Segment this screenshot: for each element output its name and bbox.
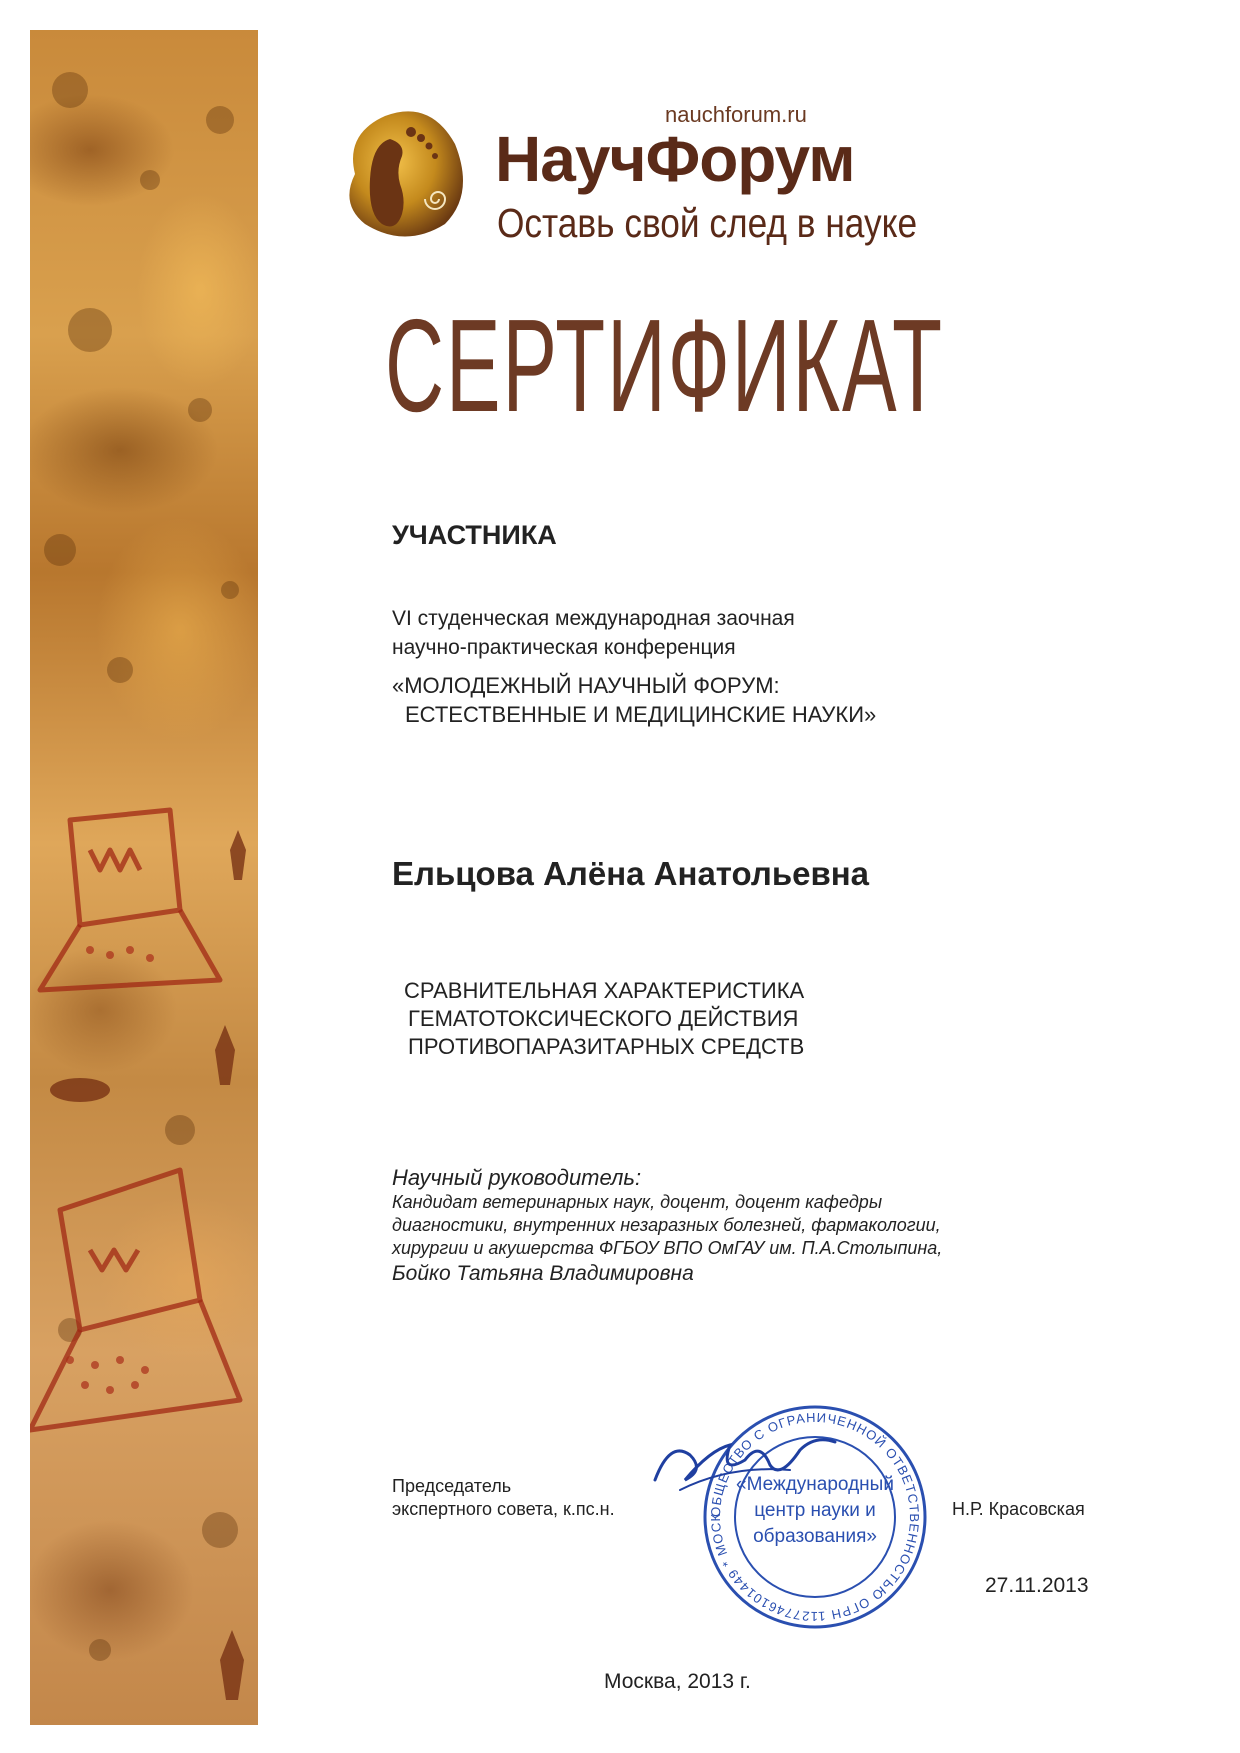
topic-line-1: СРАВНИТЕЛЬНАЯ ХАРАКТЕРИСТИКА bbox=[404, 978, 805, 1003]
supervisor-label: Научный руководитель: bbox=[392, 1165, 642, 1190]
stamp-line-2: центр науки и bbox=[754, 1500, 876, 1521]
decorative-side-panel bbox=[30, 30, 258, 1725]
signatory-title-line-1: Председатель bbox=[392, 1476, 512, 1496]
supervisor-line-2: диагностики, внутренних незаразных болезней, фармакологии, bbox=[392, 1215, 941, 1235]
logo-url: nauchforum.ru bbox=[665, 102, 807, 127]
city-year: Москва, 2013 г. bbox=[604, 1670, 751, 1693]
supervisor-line-1: Кандидат ветеринарных наук, доцент, доцент кафедры bbox=[392, 1192, 883, 1212]
participant-name: Ельцова Алёна Анатольевна bbox=[392, 855, 870, 892]
supervisor-name: Бойко Татьяна Владимировна bbox=[392, 1262, 694, 1285]
issue-date: 27.11.2013 bbox=[985, 1574, 1089, 1597]
certificate-subtitle: УЧАСТНИКА bbox=[392, 520, 557, 550]
nauchforum-logo bbox=[335, 100, 995, 250]
certificate-title: СЕРТИФИКАТ bbox=[385, 292, 944, 439]
conference-name-line-1: «МОЛОДЕЖНЫЙ НАУЧНЫЙ ФОРУМ: bbox=[392, 673, 780, 698]
topic-line-2: ГЕМАТОТОКСИЧЕСКОГО ДЕЙСТВИЯ bbox=[408, 1006, 799, 1031]
stamp-line-1: «Международный bbox=[736, 1474, 894, 1495]
stamp-line-3: образования» bbox=[753, 1526, 877, 1547]
conference-line-1: VI студенческая международная заочная bbox=[392, 607, 795, 630]
conference-line-2: научно-практическая конференция bbox=[392, 636, 736, 659]
conference-name-line-2: ЕСТЕСТВЕННЫЕ И МЕДИЦИНСКИЕ НАУКИ» bbox=[405, 702, 877, 727]
logo-name: НаучФорум bbox=[495, 123, 855, 195]
topic-line-3: ПРОТИВОПАРАЗИТАРНЫХ СРЕДСТВ bbox=[408, 1034, 805, 1059]
handwritten-signature bbox=[650, 1420, 840, 1500]
supervisor-line-3: хирургии и акушерства ФГБОУ ВПО ОмГАУ им. П.А.Столыпина, bbox=[392, 1238, 943, 1258]
stamp-ring-text: ОБЩЕСТВО С ОГРАНИЧЕННОЙ ОТВЕТСТВЕННОСТЬЮ ОГРН 1127746101449 * МОСК bbox=[707, 1409, 923, 1625]
cave-painting-illustration bbox=[30, 30, 258, 1725]
signatory-title-line-2: экспертного совета, к.пс.н. bbox=[392, 1499, 615, 1519]
signatory-name: Н.Р. Красовская bbox=[952, 1499, 1085, 1519]
footprint-logo-icon bbox=[335, 104, 475, 244]
logo-slogan: Оставь свой след в науке bbox=[497, 200, 918, 246]
